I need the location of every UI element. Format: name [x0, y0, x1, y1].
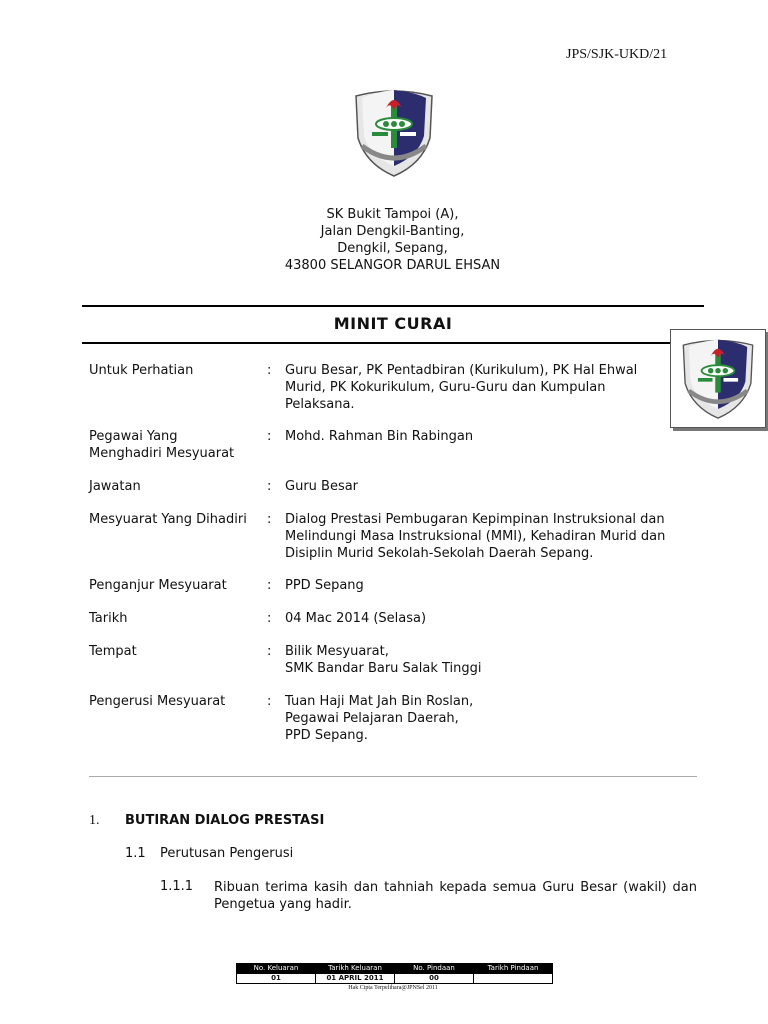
- field-colon: :: [267, 644, 272, 659]
- field-label: Pegawai Yang Menghadiri Mesyuarat: [89, 429, 235, 461]
- field-colon: :: [267, 429, 272, 444]
- field-label: Penganjur Mesyuarat: [89, 578, 227, 593]
- table-header: No. Pindaan: [395, 964, 474, 974]
- table-row: [237, 974, 553, 984]
- school-address: [200, 206, 585, 274]
- field-label: Tarikh: [89, 611, 128, 626]
- field-colon: :: [267, 512, 272, 527]
- field-label: Tempat: [89, 644, 137, 659]
- school-crest-icon: [350, 86, 438, 178]
- field-value: PPD Sepang: [285, 578, 364, 593]
- top-divider: [82, 305, 704, 307]
- field-colon: :: [267, 694, 272, 709]
- field-value: Tuan Haji Mat Jah Bin Roslan, Pegawai Pelajaran Daerah, PPD Sepang.: [285, 694, 474, 743]
- copyright-note: Hak Cipta Terpelihara@JPNSel 2011: [348, 985, 438, 991]
- table-header: Tarikh Keluaran: [316, 964, 395, 974]
- item-number: 1.1.1: [160, 879, 194, 894]
- field-value: Bilik Mesyuarat, SMK Bandar Baru Salak Tinggi: [285, 644, 482, 676]
- address-line: SK Bukit Tampoi (A),: [326, 207, 459, 222]
- address-line: Jalan Dengkil-Banting,: [320, 224, 465, 239]
- field-colon: :: [267, 479, 272, 494]
- field-value: Guru Besar: [285, 479, 359, 494]
- table-header: Tarikh Pindaan: [474, 964, 553, 974]
- field-colon: :: [267, 578, 272, 593]
- field-value: Dialog Prestasi Pembugaran Kepimpinan Instruksional dan Melindungi Masa Instruksional (MMI), Kehadiran Murid dan Disiplin Murid Sekolah-Sekolah Daerah Sepang.: [285, 512, 666, 561]
- field-label: Untuk Perhatian: [89, 363, 194, 378]
- section-number: 1.: [89, 813, 100, 828]
- table-cell: 00: [395, 974, 474, 984]
- field-value: Guru Besar, PK Pentadbiran (Kurikulum), PK Hal Ehwal Murid, PK Kokurikulum, Guru-Guru dan Kumpulan Pelaksana.: [285, 363, 638, 412]
- table-row: [237, 964, 553, 974]
- table-cell: 01 APRIL 2011: [316, 974, 395, 984]
- table-cell: [474, 974, 553, 984]
- document-reference: JPS/SJK-UKD/21: [566, 47, 668, 62]
- field-label: Mesyuarat Yang Dihadiri: [89, 512, 247, 527]
- field-label: Pengerusi Mesyuarat: [89, 694, 226, 709]
- table-cell: 01: [237, 974, 316, 984]
- section-title: BUTIRAN DIALOG PRESTASI: [125, 813, 325, 828]
- field-value: 04 Mac 2014 (Selasa): [285, 611, 427, 626]
- field-value: Mohd. Rahman Bin Rabingan: [285, 429, 474, 444]
- subsection-title: Perutusan Pengerusi: [160, 846, 294, 861]
- subsection-number: 1.1: [125, 846, 146, 861]
- address-line: Dengkil, Sepang,: [337, 241, 448, 256]
- title-divider: [82, 342, 704, 344]
- field-colon: :: [267, 611, 272, 626]
- document-title: MINIT CURAI: [333, 314, 453, 333]
- section-divider: [89, 776, 697, 777]
- revision-table: [236, 963, 553, 984]
- item-text: Ribuan terima kasih dan tahniah kepada semua Guru Besar (wakil) dan Pengetua yang hadir.: [214, 880, 697, 912]
- table-header: No. Keluaran: [237, 964, 316, 974]
- field-label: Jawatan: [89, 479, 141, 494]
- address-line: 43800 SELANGOR DARUL EHSAN: [284, 258, 501, 273]
- field-colon: :: [267, 363, 272, 378]
